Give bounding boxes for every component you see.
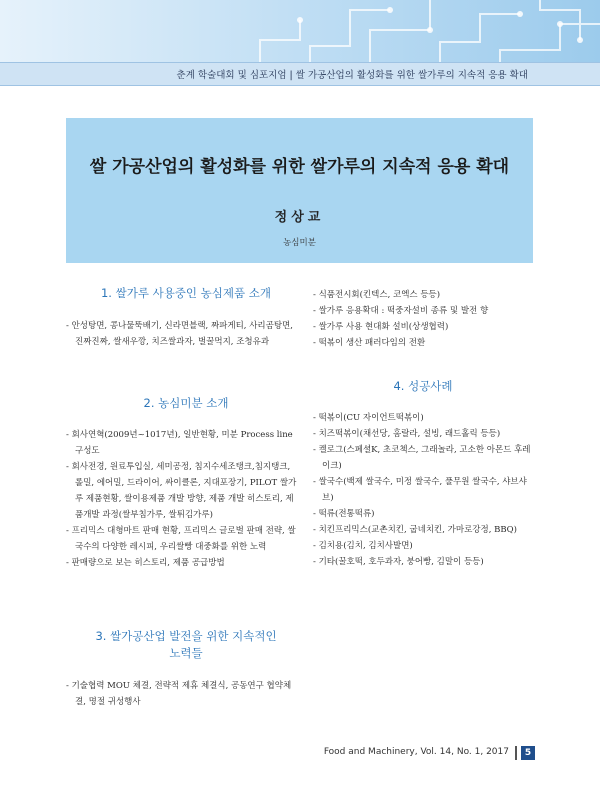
running-header-text: 춘계 학술대회 및 심포지엄 | 쌀 가공산업의 활성화를 위한 쌀가루의 지속적 응용 확대 [176,70,528,81]
running-header [0,62,600,86]
section-2-list [66,427,300,571]
section-1-list [66,318,300,350]
list-item: - 기타(꿀호떡, 호두과자, 붕어빵, 김말이 등등) [313,554,533,570]
article-title: 쌀 가공산업의 활성화를 위한 쌀가루의 지속적 응용 확대 [89,157,510,177]
list-item: - 쌀가루 사용 현대화 설비(상생협력) [313,319,533,335]
list-item: - 안성탕면, 콩나물뚝배기, 신라면블랙, 짜파게티, 사리곰탕면, 진짜진짜, 쌀새우깡, 치즈쌀과자, 벌꿀먹지, 조청유과 [66,318,300,350]
section-3-heading-line1: 3. 쌀가공산업 발전을 위한 지속적인 [95,629,277,643]
list-item: - 떡류(전통떡류) [313,506,533,522]
list-item: - 떡볶이(CU 자이언트떡볶이) [313,410,533,426]
section-4-heading: 4. 성공사례 [393,379,453,393]
section-3-heading [66,628,306,662]
page-number: 5 [521,746,535,760]
list-item: - 치킨프리믹스(교촌치킨, 굽네치킨, 가마로강정, BBQ) [313,522,533,538]
author-name: 정상교 [274,210,325,225]
list-item: - 치즈떡볶이(채선당, 홈랄라, 설빙, 래드홀릭 등등) [313,426,533,442]
list-item: - 판매량으로 보는 히스토리, 제품 공급방법 [66,555,300,571]
section-4-list [313,410,533,570]
circuit-pattern-decoration [240,0,600,62]
section-2-heading: 2. 농심미분 소개 [143,396,229,410]
section-3-continued-list [313,287,533,351]
list-item: - 식품전시회(킨텍스, 코엑스 등등) [313,287,533,303]
list-item: - 김치용(김치, 김치사발면) [313,538,533,554]
list-item: - 프리믹스 대형마트 판매 현황, 프리믹스 글로벌 판매 전략, 쌀국수의 다양한 레시피, 우리쌀빵 대중화를 위한 노력 [66,523,300,555]
top-banner [0,0,600,62]
journal-citation: Food and Machinery, Vol. 14, No. 1, 2017 [323,747,509,757]
section-3-heading-line2: 노력들 [169,646,203,660]
list-item: - 쌀가루 응용확대 : 떡중자설비 종류 및 발전 향 [313,303,533,319]
footer-divider [515,746,517,760]
list-item: - 기술협력 MOU 체결, 전략적 제휴 체결식, 공동연구 협약체결, 명절 귀성행사 [66,678,300,710]
list-item: - 쌀국수(백제 쌀국수, 미정 쌀국수, 풀무원 쌀국수, 샤브샤브) [313,474,533,506]
list-item: - 회사전경, 원료투입실, 세미공정, 침지수세조탱크,침지탱크, 롤밀, 에어밀, 드라이어, 싸이클론, 지대포장기, PILOT 쌀가루 제품현황, 쌀이용제품 개발 방향, 제품 개발 히스토리, 제품개발 과정(쌀부침가루, 쌀튀김가루) [66,459,300,523]
section-3-list [66,678,300,710]
list-item: - 떡볶이 생산 패러다임의 전환 [313,335,533,351]
author-affiliation: 농심미분 [283,238,316,248]
list-item: - 회사연혁(2009년~1017년), 일반현황, 미분 Process line 구성도 [66,427,300,459]
section-1-heading: 1. 쌀가루 사용중인 농심제품 소개 [100,286,271,300]
list-item: - 켈로그(스페셜K, 초코첵스, 그래놀라, 고소한 아몬드 후레이크) [313,442,533,474]
title-box [66,118,533,263]
